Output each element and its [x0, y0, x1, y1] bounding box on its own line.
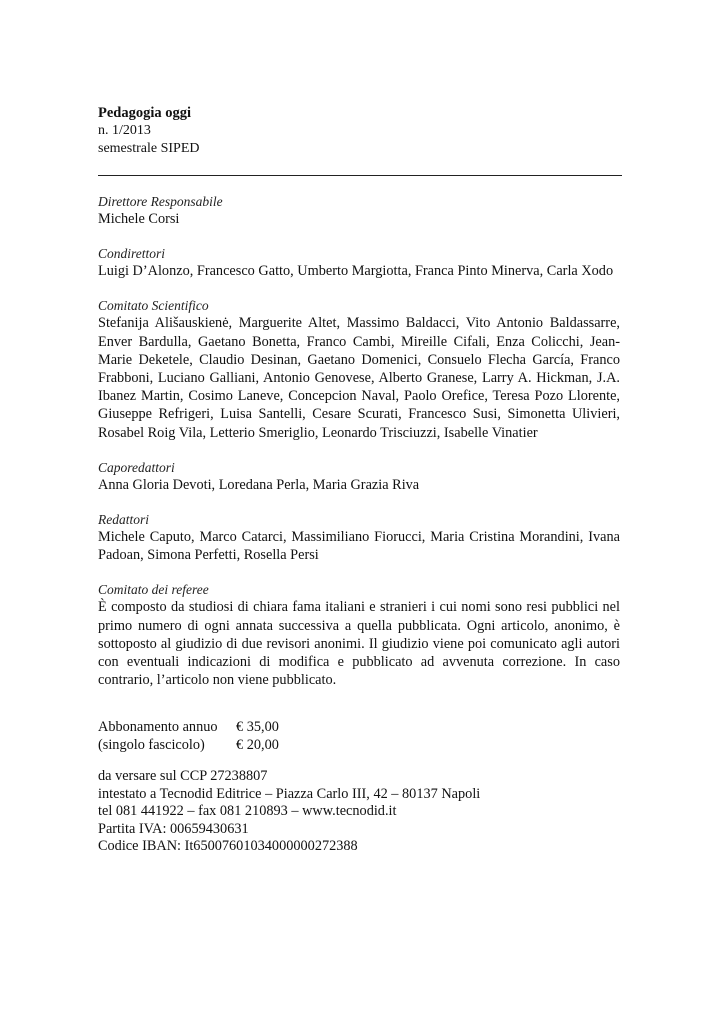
- section-text: Luigi D’Alonzo, Francesco Gatto, Umberto Margiotta, Franca Pinto Minerva, Carla Xodo: [98, 263, 614, 280]
- horizontal-divider: [98, 175, 622, 176]
- annual-price: € 35,00: [236, 719, 279, 735]
- section-text: È composto da studiosi di chiara fama italiani e stranieri i cui nomi sono resi pubblici nel primo numero di ogni annata successiva a quella pubblicata. Ogni articolo, anonimo, è sottoposto al giudizio di due revisori anonimi. Il giudizio viene poi comunicato agli autori con eventuali indicazioni di modifica e pubblicato ad avvenuta correzione. In caso contrario, l’articolo non viene pubblicato.: [98, 599, 620, 689]
- section-label: Condirettori: [98, 246, 166, 262]
- single-label: (singolo fascicolo): [98, 737, 205, 753]
- single-price: € 20,00: [236, 737, 279, 753]
- section-label: Comitato Scientifico: [98, 298, 209, 314]
- journal-title: Pedagogia oggi: [98, 105, 192, 121]
- section-text: Michele Caputo, Marco Catarci, Massimiliano Fiorucci, Maria Cristina Morandini, Ivana Padoan, Simona Perfetti, Rosella Persi: [98, 529, 620, 564]
- subscription-block: [98, 718, 279, 754]
- section-label: Direttore Responsabile: [98, 194, 223, 209]
- section-referees: [98, 581, 620, 689]
- payment-block: [98, 768, 480, 856]
- section-director: [98, 193, 620, 228]
- subscription-row-single: [98, 736, 279, 754]
- section-text: Michele Corsi: [98, 211, 180, 227]
- journal-header: [98, 104, 620, 158]
- payment-line-vat: Partita IVA: 00659430631: [98, 820, 249, 837]
- issue-number: n. 1/2013: [98, 123, 151, 138]
- section-scientific-committee: [98, 297, 620, 441]
- payment-line-contacts: tel 081 441922 – fax 081 210893 – www.tecnodid.it: [98, 803, 397, 820]
- periodicity: semestrale SIPED: [98, 141, 200, 156]
- section-text: Anna Gloria Devoti, Loredana Perla, Maria Grazia Riva: [98, 476, 420, 493]
- section-label: Redattori: [98, 512, 149, 528]
- payment-line-ccp: da versare sul CCP 27238807: [98, 768, 268, 784]
- subscription-row-annual: [98, 718, 279, 736]
- payment-line-publisher: intestato a Tecnodid Editrice – Piazza Carlo III, 42 – 80137 Napoli: [98, 785, 481, 802]
- section-editors: [98, 511, 620, 564]
- section-text: Stefanija Ališauskienė, Marguerite Altet, Massimo Baldacci, Vito Antonio Baldassarre, Enver Bardulla, Gaetano Bonetta, Franco Cambi, Mireille Cifali, Enza Colicchi, Jean-Marie Deketele, Claudio Desinan, Gaetano Domenici, Consuelo Flecha García, Franco Frabboni, Luciano Galliani, Antonio Genovese, Alberto Granese, Larry A. Hickman, J.A. Ibanez Martin, Cosimo Laneve, Concepcion Naval, Paolo Orefice, Teresa Pozo Llorente, Giuseppe Refrigeri, Luisa Santelli, Cesare Scurati, Francesco Susi, Simonetta Ulivieri, Rosabel Roig Vila, Letterio Smeriglio, Leonardo Trisciuzzi, Isabelle Vinatier: [98, 315, 620, 441]
- payment-line-iban: Codice IBAN: It65007601034000000272388: [98, 838, 358, 855]
- annual-label: Abbonamento annuo: [98, 719, 218, 735]
- section-codirectors: [98, 245, 620, 280]
- section-label: Comitato dei referee: [98, 582, 209, 598]
- section-editors-in-chief: [98, 459, 620, 494]
- masthead-body: [98, 193, 620, 706]
- section-label: Caporedattori: [98, 459, 175, 475]
